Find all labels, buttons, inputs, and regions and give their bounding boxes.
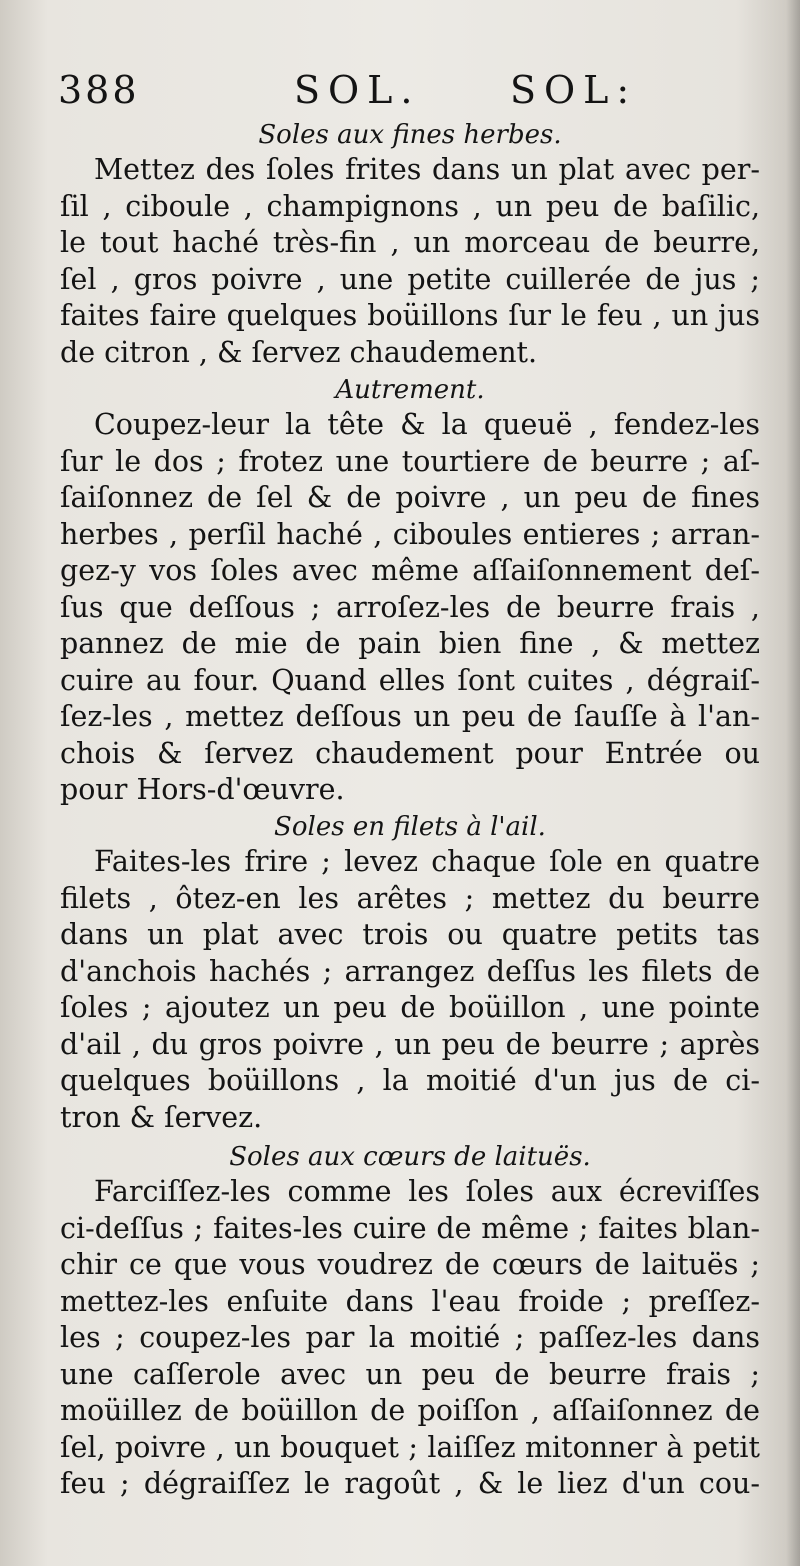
text-line: ſel, poivre , un bouquet ; laiſſez mitonner à petit bbox=[60, 1430, 760, 1464]
text-line: ſoles ; ajoutez un peu de boüillon , une pointe bbox=[60, 991, 760, 1024]
text-line: dans un plat avec trois ou quatre petits tas bbox=[60, 918, 760, 951]
recipe-soles-aux-coeurs-de-laitues bbox=[60, 1140, 760, 1503]
text-line: le tout haché très-fin , un morceau de beurre, bbox=[60, 226, 760, 259]
text-line: chir ce que vous voudrez de cœurs de laituës ; bbox=[60, 1248, 760, 1281]
page-number: 388 bbox=[58, 68, 140, 112]
running-head-left: SOL. bbox=[294, 68, 421, 112]
text-line: Mettez des ſoles frites dans un plat avec per- bbox=[94, 153, 760, 186]
text-line: cuire au four. Quand elles ſont cuites , dégraiſ- bbox=[60, 663, 760, 697]
recipe-title: Autrement. bbox=[335, 375, 485, 405]
recipe-title: Soles en filets à l'ail. bbox=[274, 812, 546, 842]
text-line: ci-deſſus ; faites-les cuire de même ; faites blan- bbox=[60, 1211, 760, 1245]
text-line: feu ; dégraiſſez le ragoût , & le liez d'un cou- bbox=[60, 1467, 760, 1500]
text-line: ſil , ciboule , champignons , un peu de baſilic, bbox=[60, 189, 760, 223]
text-line: pour Hors-d'œuvre. bbox=[60, 773, 345, 806]
page-header bbox=[58, 68, 758, 118]
text-line: Faites-les frire ; levez chaque ſole en quatre bbox=[94, 845, 760, 878]
text-line: une caſſerole avec un peu de beurre frais ; bbox=[60, 1357, 760, 1391]
recipe-title: Soles aux cœurs de laituës. bbox=[229, 1142, 591, 1172]
text-line: herbes , perſil haché , ciboules entieres ; arran- bbox=[60, 517, 760, 551]
text-line: mettez-les enſuite dans l'eau froide ; preſſez- bbox=[60, 1284, 760, 1318]
text-line: d'anchois hachés ; arrangez deſſus les filets de bbox=[60, 954, 760, 988]
text-line: quelques boüillons , la moitié d'un jus de ci- bbox=[60, 1064, 760, 1097]
text-line: les ; coupez-les par la moitié ; paſſez-les dans bbox=[60, 1321, 760, 1354]
recipe-title: Soles aux fines herbes. bbox=[258, 120, 562, 150]
recipe-soles-en-filets bbox=[60, 810, 760, 1136]
text-line: Farciſſez-les comme les ſoles aux écreviſſes bbox=[94, 1175, 760, 1208]
text-line: tron & ſervez. bbox=[60, 1100, 263, 1134]
text-line: moüillez de boüillon de poiſſon , aſſaiſonnez de bbox=[60, 1394, 760, 1427]
recipe-autrement bbox=[60, 373, 760, 809]
text-line: d'ail , du gros poivre , un peu de beurre ; après bbox=[60, 1027, 760, 1061]
text-line: ſez-les , mettez deſſous un peu de ſauſſe à l'an- bbox=[60, 700, 760, 733]
text-line: ſaiſonnez de ſel & de poivre , un peu de fines bbox=[60, 481, 760, 514]
recipe-soles-aux-fines-herbes bbox=[60, 118, 760, 371]
text-line: de citron , & ſervez chaudement. bbox=[60, 335, 538, 369]
text-line: Coupez-leur la tête & la queuë , fendez-les bbox=[94, 408, 760, 441]
text-line: filets , ôtez-en les arêtes ; mettez du beurre bbox=[60, 881, 760, 915]
text-line: ſur le dos ; frotez une tourtiere de beurre ; aſ- bbox=[60, 444, 760, 478]
text-line: gez-y vos ſoles avec même aſſaiſonnement deſ- bbox=[60, 554, 760, 587]
text-line: ſel , gros poivre , une petite cuillerée de jus ; bbox=[60, 262, 760, 296]
text-line: chois & ſervez chaudement pour Entrée ou bbox=[60, 736, 760, 770]
running-head-right: SOL: bbox=[510, 68, 638, 112]
page-edge-shadow bbox=[786, 0, 800, 1566]
text-line: faites faire quelques boüillons ſur le feu , un jus bbox=[60, 299, 760, 332]
text-line: ſus que deſſous ; arroſez-les de beurre frais , bbox=[60, 590, 760, 624]
text-line: pannez de mie de pain bien fine , & mettez bbox=[60, 627, 760, 660]
